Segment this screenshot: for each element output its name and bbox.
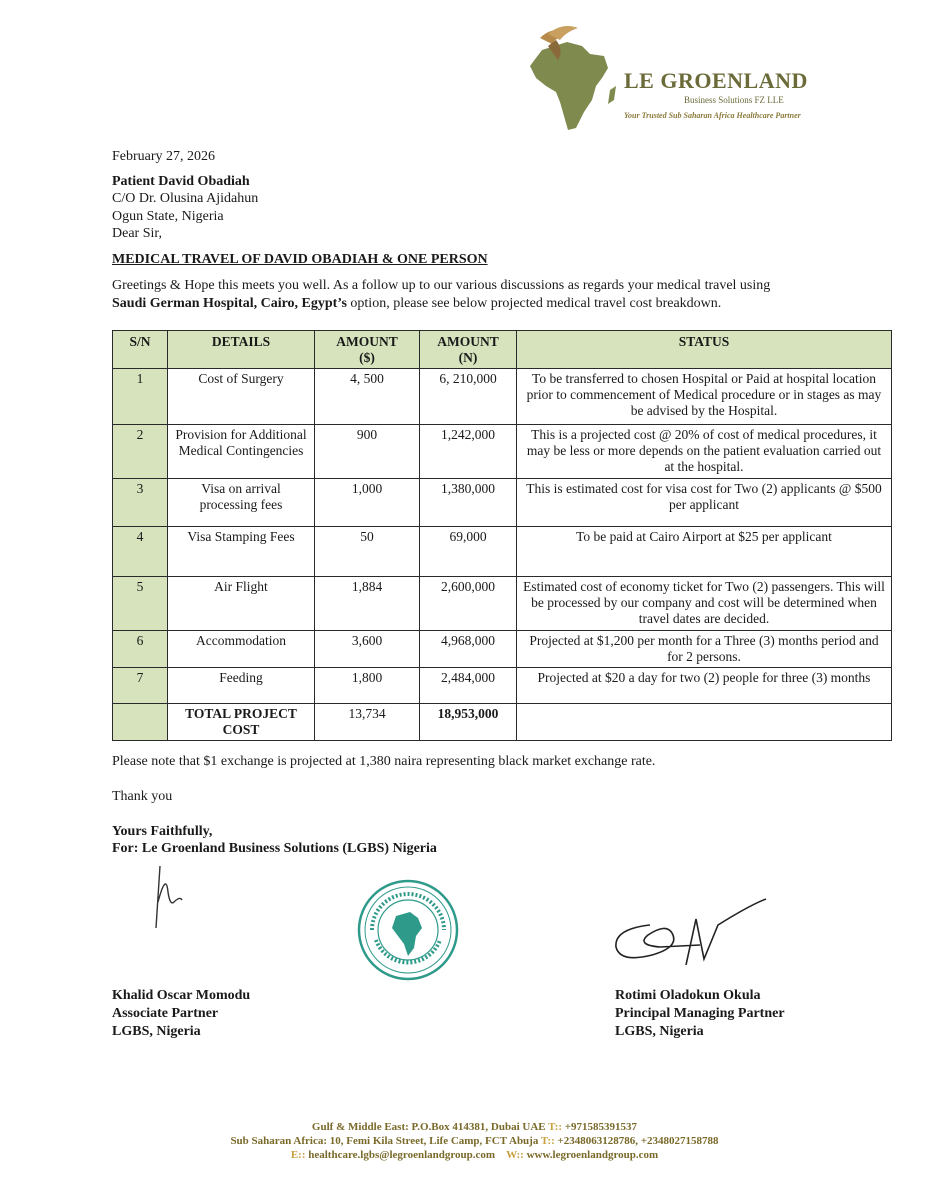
row-amount-usd: 1,800: [315, 668, 420, 704]
header-details: DETAILS: [168, 331, 315, 369]
footer-contacts: E:: healthcare.lgbs@legroenlandgroup.com W:: www.legroenlandgroup.com: [290, 1149, 659, 1161]
company-seal-icon: [356, 878, 460, 982]
table-header-row: [113, 331, 892, 369]
table-row: [113, 479, 892, 527]
left-signatory-title: Associate Partner: [112, 1006, 219, 1021]
table-total-row: [113, 704, 892, 741]
table-row: [113, 425, 892, 479]
left-signatory-name: Khalid Oscar Momodu: [112, 988, 251, 1003]
row-sn: 2: [113, 425, 168, 479]
row-sn: 6: [113, 631, 168, 668]
right-signatory-org: LGBS, Nigeria: [615, 1024, 704, 1039]
row-details: Feeding: [168, 668, 315, 704]
table-row: [113, 668, 892, 704]
thank-you: Thank you: [112, 789, 173, 804]
row-amount-ngn: 2,600,000: [420, 577, 517, 631]
intro-line-2: [112, 295, 721, 312]
row-details: Cost of Surgery: [168, 369, 315, 425]
right-signature-icon: [600, 895, 780, 975]
intro-line-2-rest: option, please see below projected medical travel cost breakdown.: [346, 296, 722, 311]
exchange-rate-note: Please note that $1 exchange is projected at 1,380 naira representing black market exchange rate.: [112, 754, 656, 769]
letter-subject: MEDICAL TRAVEL OF DAVID OBADIAH & ONE PERSON: [112, 252, 488, 267]
recipient-care-of: C/O Dr. Olusina Ajidahun: [112, 191, 259, 206]
company-logo: [512, 20, 822, 140]
recipient-name: Patient David Obadiah: [112, 174, 250, 189]
total-amount-usd: 13,734: [315, 704, 420, 741]
intro-line-1: Greetings & Hope this meets you well. As a follow up to our various discussions as regards your medical travel using: [112, 278, 771, 293]
row-amount-usd: 4, 500: [315, 369, 420, 425]
total-sn: [113, 704, 168, 741]
row-sn: 3: [113, 479, 168, 527]
hospital-option: Saudi German Hospital, Cairo, Egypt’s: [112, 296, 347, 311]
closing: Yours Faithfully,: [112, 824, 213, 839]
total-label: TOTAL PROJECT COST: [168, 704, 315, 741]
row-details: Visa Stamping Fees: [168, 527, 315, 577]
row-amount-usd: 900: [315, 425, 420, 479]
letter-footer: [0, 1120, 949, 1162]
row-sn: 1: [113, 369, 168, 425]
header-status: STATUS: [517, 331, 892, 369]
row-amount-ngn: 1,242,000: [420, 425, 517, 479]
africa-map-icon: [512, 20, 632, 140]
row-details: Air Flight: [168, 577, 315, 631]
footer-email[interactable]: healthcare.lgbs@legroenlandgroup.com: [308, 1149, 496, 1161]
row-amount-ngn: 2,484,000: [420, 668, 517, 704]
salutation: Dear Sir,: [112, 226, 162, 241]
total-amount-ngn: 18,953,000: [420, 704, 517, 741]
header-sn: S/N: [113, 331, 168, 369]
row-details: Visa on arrival processing fees: [168, 479, 315, 527]
row-status: Projected at $1,200 per month for a Three (3) months period and for 2 persons.: [517, 631, 892, 668]
table-row: [113, 577, 892, 631]
row-status: This is estimated cost for visa cost for Two (2) applicants @ $500 per applicant: [517, 479, 892, 527]
row-sn: 7: [113, 668, 168, 704]
company-subtitle: Business Solutions FZ LLE: [684, 95, 784, 105]
row-status: Projected at $20 a day for two (2) people for three (3) months: [517, 668, 892, 704]
row-status: This is a projected cost @ 20% of cost of medical procedures, it may be less or more depends on the patient evaluation carried out at the hospital.: [517, 425, 892, 479]
table-row: [113, 631, 892, 668]
company-tagline: Your Trusted Sub Saharan Africa Healthcare Partner: [624, 111, 801, 120]
row-details: Accommodation: [168, 631, 315, 668]
footer-gulf-address: Gulf & Middle East: P.O.Box 414381, Dubai UAE T:: +971585391537: [311, 1121, 638, 1133]
header-amount-ngn: AMOUNT (N): [420, 331, 517, 369]
row-amount-usd: 1,000: [315, 479, 420, 527]
letter-date: February 27, 2026: [112, 149, 216, 164]
footer-africa-address: Sub Saharan Africa: 10, Femi Kila Street, Life Camp, FCT Abuja T:: +2348063128786, +2348027158788: [230, 1135, 719, 1147]
company-name: LE GROENLAND: [624, 68, 808, 93]
row-sn: 5: [113, 577, 168, 631]
row-amount-usd: 50: [315, 527, 420, 577]
row-amount-usd: 3,600: [315, 631, 420, 668]
left-signature-icon: [140, 862, 200, 932]
total-status: [517, 704, 892, 741]
row-details: Provision for Additional Medical Contingencies: [168, 425, 315, 479]
header-amount-usd: AMOUNT ($): [315, 331, 420, 369]
closing-for: For: Le Groenland Business Solutions (LGBS) Nigeria: [112, 841, 437, 856]
right-signatory-name: Rotimi Oladokun Okula: [615, 988, 761, 1003]
row-sn: 4: [113, 527, 168, 577]
row-status: To be paid at Cairo Airport at $25 per applicant: [517, 527, 892, 577]
row-amount-ngn: 6, 210,000: [420, 369, 517, 425]
left-signatory-org: LGBS, Nigeria: [112, 1024, 201, 1039]
table-row: [113, 527, 892, 577]
row-amount-ngn: 1,380,000: [420, 479, 517, 527]
row-amount-ngn: 4,968,000: [420, 631, 517, 668]
cost-breakdown-table: [112, 330, 892, 741]
row-amount-ngn: 69,000: [420, 527, 517, 577]
right-signatory-title: Principal Managing Partner: [615, 1006, 785, 1021]
row-amount-usd: 1,884: [315, 577, 420, 631]
recipient-address: Ogun State, Nigeria: [112, 209, 224, 224]
table-row: [113, 369, 892, 425]
row-status: To be transferred to chosen Hospital or Paid at hospital location prior to commencement of Medical procedure or in stages as may be advised by the Hospital.: [517, 369, 892, 425]
row-status: Estimated cost of economy ticket for Two (2) passengers. This will be processed by our company and cost will be determined when travel dates are decided.: [517, 577, 892, 631]
footer-website[interactable]: www.legroenlandgroup.com: [526, 1149, 659, 1161]
